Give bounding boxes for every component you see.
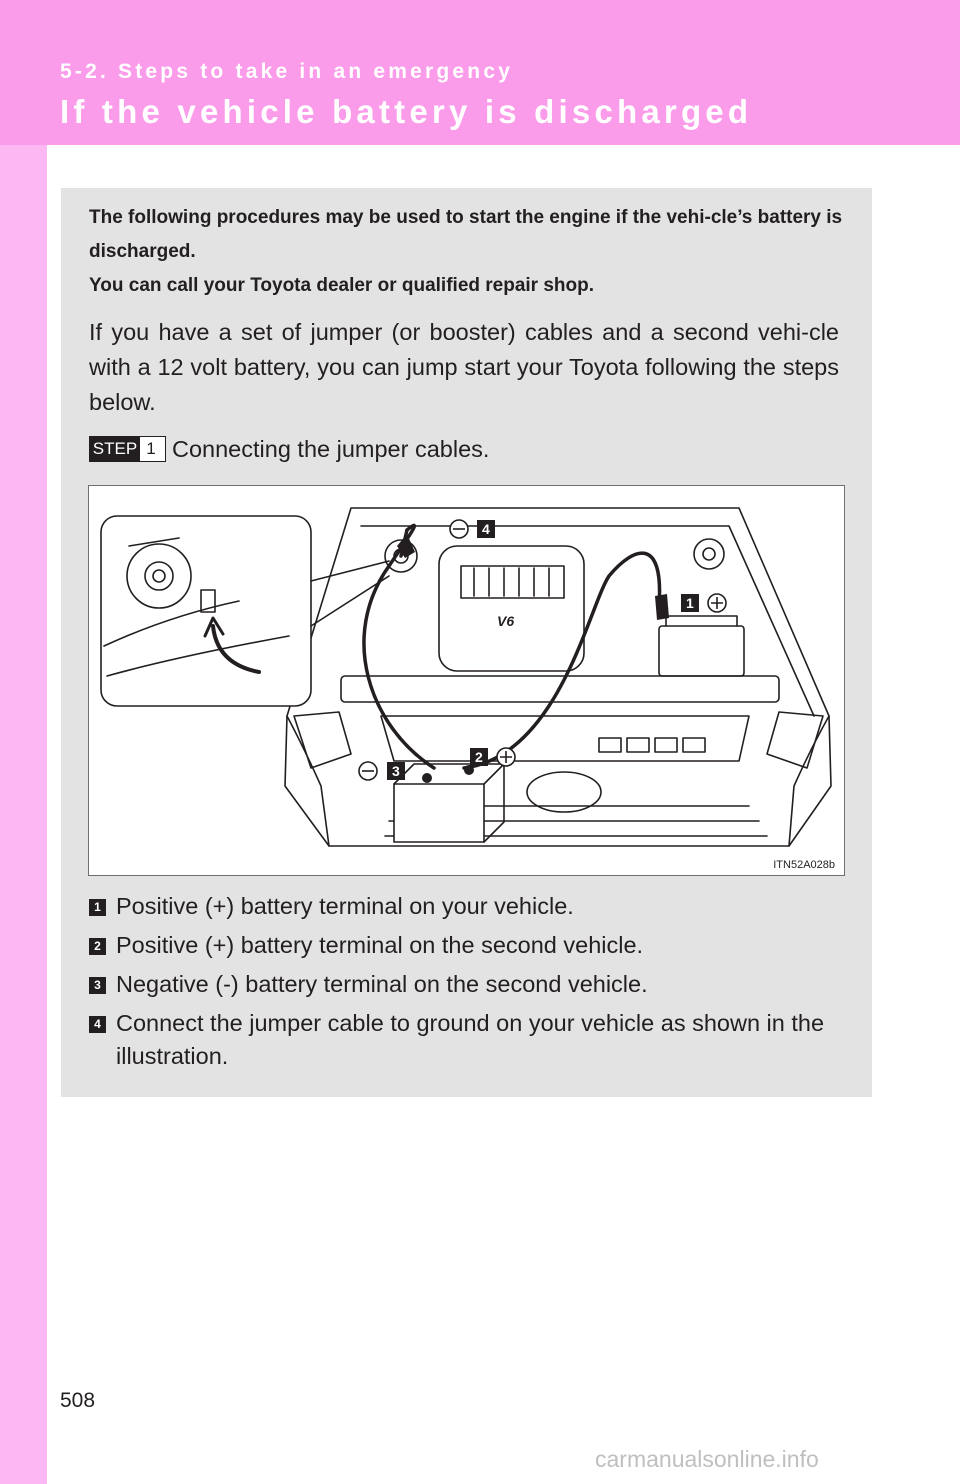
- engine-bay-drawing: [89, 486, 844, 875]
- terminal-list: [89, 890, 849, 1079]
- intro-line-2: You can call your Toyota dealer or qualified repair shop.: [89, 275, 595, 296]
- headlight-left: [294, 712, 351, 768]
- step-number: 1: [146, 439, 156, 458]
- clamp-booster-positive: [464, 765, 474, 775]
- list-marker-1: 1: [89, 899, 106, 916]
- list-text-4: Connect the jumper cable to ground on your vehicle as shown in the illustration.: [116, 1010, 825, 1069]
- step-line: [89, 432, 489, 467]
- intro-text: [89, 201, 849, 303]
- list-marker-2: 2: [89, 938, 106, 955]
- list-item: [89, 1007, 849, 1073]
- step-badge: [89, 436, 166, 462]
- step-word: STEP: [90, 437, 140, 461]
- headlight-right: [767, 712, 823, 768]
- booster-battery: [394, 784, 484, 842]
- callout-4: 4: [482, 521, 490, 537]
- list-text-3: Negative (-) battery terminal on the second vehicle.: [116, 971, 648, 997]
- hood-inner-line: [361, 526, 814, 716]
- step-text: Connecting the jumper cables.: [172, 436, 490, 462]
- list-item: [89, 890, 849, 923]
- clamp-booster-negative: [422, 773, 432, 783]
- cable-negative: [364, 525, 434, 768]
- list-item: [89, 968, 849, 1001]
- inset-pointer: [311, 561, 389, 626]
- engine-mark-text: V6: [497, 613, 515, 629]
- figure-code: ITN52A028b: [773, 859, 835, 871]
- engine-cover: [439, 546, 584, 671]
- clamp-vehicle-positive: [655, 594, 669, 620]
- strut-top-right: [694, 539, 724, 569]
- list-text-2: Positive (+) battery terminal on the second vehicle.: [116, 932, 644, 958]
- section-label: 5-2. Steps to take in an emergency: [60, 60, 514, 83]
- callout-2: 2: [475, 749, 483, 765]
- intro-line-1: The following procedures may be used to start the engine if the vehi-cle’s battery is discharged.: [89, 207, 843, 262]
- cable-positive: [464, 553, 660, 768]
- inset-frame: [101, 516, 311, 706]
- list-text-1: Positive (+) battery terminal on your vehicle.: [116, 893, 574, 919]
- fender-right: [789, 716, 829, 846]
- page-number: 508: [60, 1389, 96, 1412]
- jumper-cable-illustration: [88, 485, 845, 876]
- list-marker-3: 3: [89, 977, 106, 994]
- callout-3: 3: [392, 763, 400, 779]
- list-marker-4: 4: [89, 1016, 106, 1033]
- callout-1: 1: [686, 595, 694, 611]
- page-title: If the vehicle battery is discharged: [60, 93, 753, 130]
- watermark-link[interactable]: carmanualsonline.info: [595, 1446, 819, 1472]
- list-item: [89, 929, 849, 962]
- side-strip: [0, 0, 47, 1484]
- body-paragraph: If you have a set of jumper (or booster) cables and a second vehi-cle with a 12 volt battery, you can jump start your Toyota following the steps below.: [89, 319, 839, 415]
- vehicle-battery: [659, 626, 744, 676]
- fender-left: [287, 716, 329, 846]
